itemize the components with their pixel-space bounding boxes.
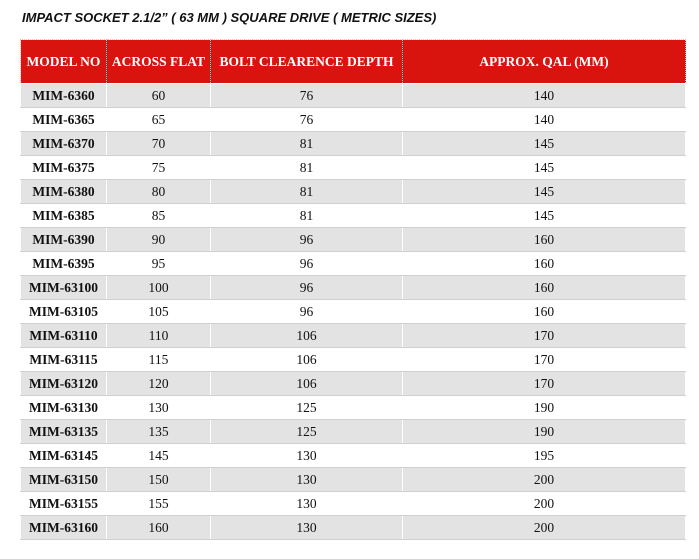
cell-across-flat: 150	[107, 468, 211, 492]
cell-model-no: MIM-63100	[21, 276, 107, 300]
table-row	[21, 516, 686, 540]
cell-bolt-depth: 81	[211, 132, 403, 156]
cell-across-flat: 160	[107, 516, 211, 540]
table-row	[21, 468, 686, 492]
cell-across-flat: 85	[107, 204, 211, 228]
cell-approx-qal: 170	[403, 372, 686, 396]
cell-bolt-depth: 130	[211, 468, 403, 492]
cell-bolt-depth: 130	[211, 492, 403, 516]
cell-bolt-depth: 96	[211, 276, 403, 300]
table-row	[21, 444, 686, 468]
cell-bolt-depth: 125	[211, 420, 403, 444]
cell-bolt-depth: 81	[211, 180, 403, 204]
cell-bolt-depth: 81	[211, 156, 403, 180]
cell-bolt-depth: 106	[211, 324, 403, 348]
cell-across-flat: 130	[107, 396, 211, 420]
cell-approx-qal: 160	[403, 300, 686, 324]
cell-model-no: MIM-63160	[21, 516, 107, 540]
cell-bolt-depth: 96	[211, 252, 403, 276]
header-row	[21, 40, 686, 84]
table-row	[21, 108, 686, 132]
cell-model-no: MIM-63135	[21, 420, 107, 444]
cell-model-no: MIM-63105	[21, 300, 107, 324]
cell-model-no: MIM-6380	[21, 180, 107, 204]
cell-across-flat: 105	[107, 300, 211, 324]
cell-approx-qal: 160	[403, 252, 686, 276]
table-row	[21, 420, 686, 444]
cell-across-flat: 70	[107, 132, 211, 156]
cell-approx-qal: 140	[403, 108, 686, 132]
cell-approx-qal: 190	[403, 396, 686, 420]
cell-bolt-depth: 81	[211, 204, 403, 228]
table-row	[21, 372, 686, 396]
header-bolt-clearance-depth: BOLT CLEARENCE DEPTH	[211, 40, 403, 84]
table-row	[21, 300, 686, 324]
cell-across-flat: 110	[107, 324, 211, 348]
cell-model-no: MIM-63115	[21, 348, 107, 372]
cell-bolt-depth: 96	[211, 228, 403, 252]
table-row	[21, 276, 686, 300]
table-row	[21, 228, 686, 252]
cell-model-no: MIM-6395	[21, 252, 107, 276]
cell-across-flat: 120	[107, 372, 211, 396]
cell-bolt-depth: 106	[211, 372, 403, 396]
cell-across-flat: 80	[107, 180, 211, 204]
cell-model-no: MIM-6370	[21, 132, 107, 156]
table-row	[21, 156, 686, 180]
cell-bolt-depth: 130	[211, 516, 403, 540]
cell-across-flat: 135	[107, 420, 211, 444]
header-across-flat: ACROSS FLAT	[107, 40, 211, 84]
cell-approx-qal: 160	[403, 228, 686, 252]
cell-across-flat: 115	[107, 348, 211, 372]
table-row	[21, 396, 686, 420]
cell-approx-qal: 140	[403, 84, 686, 108]
cell-model-no: MIM-6365	[21, 108, 107, 132]
cell-model-no: MIM-6375	[21, 156, 107, 180]
cell-bolt-depth: 106	[211, 348, 403, 372]
cell-approx-qal: 195	[403, 444, 686, 468]
cell-across-flat: 145	[107, 444, 211, 468]
cell-across-flat: 90	[107, 228, 211, 252]
cell-bolt-depth: 76	[211, 108, 403, 132]
table-row	[21, 204, 686, 228]
spec-table	[20, 39, 686, 540]
cell-model-no: MIM-63150	[21, 468, 107, 492]
cell-model-no: MIM-6385	[21, 204, 107, 228]
cell-approx-qal: 190	[403, 420, 686, 444]
cell-across-flat: 100	[107, 276, 211, 300]
cell-bolt-depth: 76	[211, 84, 403, 108]
cell-approx-qal: 200	[403, 468, 686, 492]
cell-across-flat: 60	[107, 84, 211, 108]
table-row	[21, 252, 686, 276]
table-row	[21, 84, 686, 108]
cell-approx-qal: 170	[403, 324, 686, 348]
cell-bolt-depth: 96	[211, 300, 403, 324]
cell-approx-qal: 145	[403, 180, 686, 204]
table-row	[21, 132, 686, 156]
cell-across-flat: 95	[107, 252, 211, 276]
cell-model-no: MIM-6360	[21, 84, 107, 108]
cell-model-no: MIM-63130	[21, 396, 107, 420]
cell-across-flat: 65	[107, 108, 211, 132]
cell-model-no: MIM-6390	[21, 228, 107, 252]
cell-approx-qal: 145	[403, 132, 686, 156]
cell-approx-qal: 145	[403, 204, 686, 228]
cell-approx-qal: 170	[403, 348, 686, 372]
cell-bolt-depth: 130	[211, 444, 403, 468]
cell-approx-qal: 200	[403, 492, 686, 516]
table-row	[21, 492, 686, 516]
header-model-no: MODEL NO	[21, 40, 107, 84]
cell-across-flat: 155	[107, 492, 211, 516]
page-title: IMPACT SOCKET 2.1/2” ( 63 MM ) SQUARE DRIVE ( METRIC SIZES)	[22, 10, 437, 25]
table-row	[21, 180, 686, 204]
cell-model-no: MIM-63120	[21, 372, 107, 396]
cell-model-no: MIM-63145	[21, 444, 107, 468]
header-approx-qal: APPROX. QAL (MM)	[403, 40, 686, 84]
cell-across-flat: 75	[107, 156, 211, 180]
cell-approx-qal: 160	[403, 276, 686, 300]
table-row	[21, 348, 686, 372]
cell-model-no: MIM-63110	[21, 324, 107, 348]
cell-bolt-depth: 125	[211, 396, 403, 420]
cell-approx-qal: 145	[403, 156, 686, 180]
table-row	[21, 324, 686, 348]
cell-approx-qal: 200	[403, 516, 686, 540]
cell-model-no: MIM-63155	[21, 492, 107, 516]
